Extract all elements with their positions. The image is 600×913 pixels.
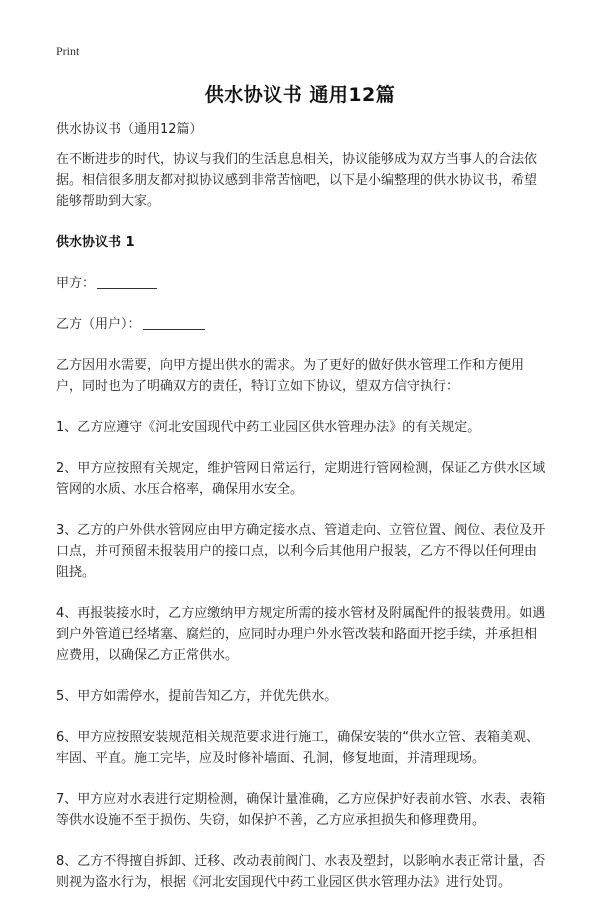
clause-1: 1、乙方应遵守《河北安国现代中药工业园区供水管理办法》的有关规定。 xyxy=(56,420,481,435)
party-a-line xyxy=(56,273,546,294)
document-title: 供水协议书 通用12篇 xyxy=(204,84,396,106)
intro-paragraph: 在不断进步的时代，协议与我们的生活息息相关，协议能够成为双方当事人的合法依据。相信很多朋友都对拟协议感到非常苦恼吧，以下是小编整理的供水协议书，希望能够帮助到大家。 xyxy=(56,152,538,209)
print-label: Print xyxy=(56,44,80,58)
preamble-paragraph: 乙方因用水需要，向甲方提出供水的需求。为了更好的做好供水管理工作和方便用户，同时也为了明确双方的责任，特订立如下协议，望双方信守执行： xyxy=(56,358,525,394)
clause-5: 5、甲方如需停水，提前告知乙方，并优先供水。 xyxy=(56,689,338,704)
subtitle-line: 供水协议书（通用12篇） xyxy=(56,122,203,137)
document-body xyxy=(56,119,546,913)
party-a-blank xyxy=(97,274,157,289)
party-b-blank xyxy=(143,315,205,330)
party-b-label: 乙方（用户）： xyxy=(56,317,141,332)
party-a-label: 甲方： xyxy=(56,276,96,291)
clause-3: 3、乙方的户外供水管网应由甲方确定接水点、管道走向、立管位置、阀位、表位及开口点，并可预留未报装用户的接口点，以利今后其他用户报装，乙方不得以任何理由阻挠。 xyxy=(56,523,546,580)
clause-2: 2、甲方应按照有关规定，维护管网日常运行，定期进行管网检测，保证乙方供水区域管网的水质、水压合格率，确保用水安全。 xyxy=(56,461,546,497)
party-b-line xyxy=(56,314,546,335)
clause-7: 7、甲方应对水表进行定期检测，确保计量准确，乙方应保护好表前水管、水表、表箱等供水设施不至于损伤、失窃，如保护不善，乙方应承担损失和修理费用。 xyxy=(56,792,546,828)
clause-6: 6、甲方应按照安装规范相关规范要求进行施工，确保安装的“供水立管、表箱美观、牢固、平直。施工完毕，应及时修补墙面、孔洞，修复地面，并清理现场。 xyxy=(56,730,540,766)
clause-8: 8、乙方不得擅自拆卸、迁移、改动表前阀门、水表及塑封，以影响水表正常计量，否则视为盗水行为，根据《河北安国现代中药工业园区供水管理办法》进行处罚。 xyxy=(56,854,546,890)
clause-4: 4、再报装接水时，乙方应缴纳甲方规定所需的接水管材及附属配件的报装费用。如遇到户外管道已经堵塞、腐烂的，应同时办理户外水管改装和路面开挖手续，并承担相应费用，以确保乙方正常供水。 xyxy=(56,606,546,663)
section-title: 供水协议书 1 xyxy=(56,235,135,250)
